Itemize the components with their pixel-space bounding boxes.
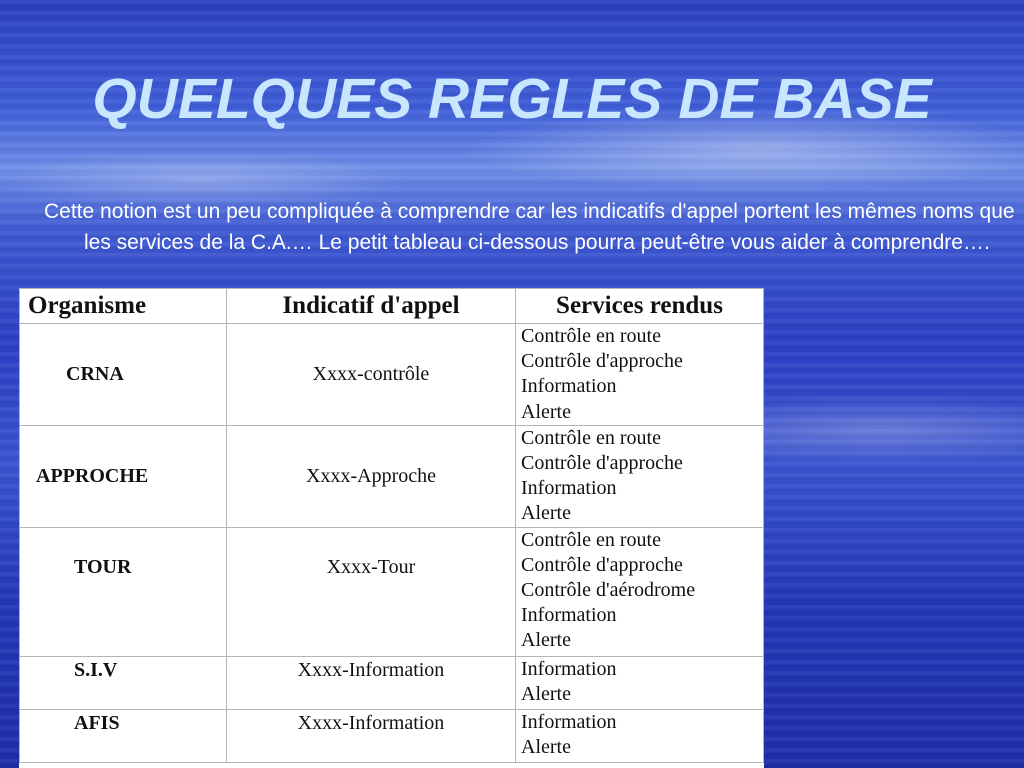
cell-services [516, 709, 764, 762]
cell-organisme: S.I.V [20, 656, 227, 709]
service-item: Information [521, 657, 617, 680]
service-item: Information [521, 604, 617, 627]
intro-paragraph: Cette notion est un peu compliquée à comprendre car les indicatifs d'appel portent les mêmes noms que les services de la C.A.… Le petit tableau ci-dessous pourra peut-être vous aider à comprendre…. [44, 200, 1015, 254]
service-item: Alerte [521, 400, 571, 423]
cell-organisme-text: TOUR [74, 555, 132, 578]
cell-indicatif-text: Xxxx-Tour [326, 555, 416, 578]
service-item: Contrôle d'aérodrome [521, 579, 696, 602]
table-header-row [20, 289, 764, 324]
table-row [20, 527, 764, 656]
call-sign-table-container [19, 288, 764, 768]
service-item: Alerte [521, 682, 571, 705]
service-item: Information [521, 710, 617, 733]
table-row [20, 324, 764, 426]
service-item: Alerte [521, 735, 571, 758]
cell-services [516, 425, 764, 527]
call-sign-table [19, 288, 764, 763]
service-item: Alerte [521, 502, 571, 525]
cell-organisme [20, 527, 227, 656]
cell-indicatif: Xxxx-Approche [227, 425, 516, 527]
cell-indicatif: Xxxx-Information [227, 709, 516, 762]
cell-services [516, 527, 764, 656]
cell-indicatif: Xxxx-Information [227, 656, 516, 709]
cell-indicatif [227, 527, 516, 656]
header-services: Services rendus [516, 289, 764, 324]
table-row [20, 656, 764, 709]
service-item: Contrôle d'approche [521, 452, 683, 475]
service-item: Contrôle en route [521, 426, 661, 449]
cell-services [516, 656, 764, 709]
service-item: Information [521, 375, 617, 398]
header-indicatif: Indicatif d'appel [227, 289, 516, 324]
service-item: Contrôle en route [521, 325, 661, 347]
table-row [20, 425, 764, 527]
cell-indicatif: Xxxx-contrôle [227, 324, 516, 426]
slide-title: QUELQUES REGLES DE BASE [92, 67, 932, 131]
cell-organisme: APPROCHE [20, 425, 227, 527]
cell-services [516, 324, 764, 426]
table-row [20, 709, 764, 762]
service-item: Alerte [521, 629, 571, 652]
service-item: Contrôle en route [521, 528, 661, 551]
cell-organisme: CRNA [20, 324, 227, 426]
cell-organisme: AFIS [20, 709, 227, 762]
service-item: Contrôle d'approche [521, 350, 683, 373]
service-item: Information [521, 477, 617, 500]
header-organisme: Organisme [20, 289, 227, 324]
service-item: Contrôle d'approche [521, 553, 683, 576]
